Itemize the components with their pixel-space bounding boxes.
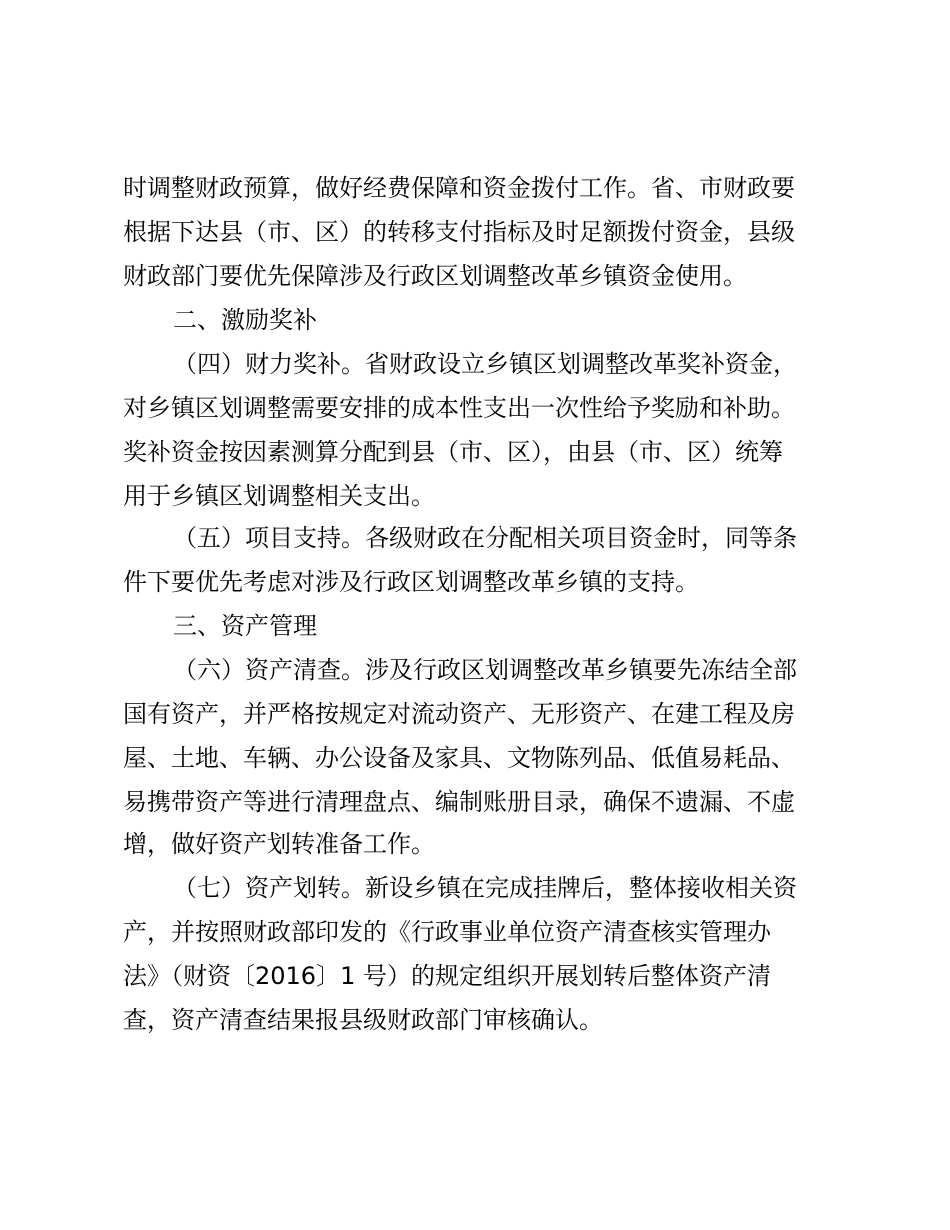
paragraph-line: （七）资产划转。新设乡镇在完成挂牌后，整体接收相关资	[173, 874, 797, 902]
paragraph-line: 对乡镇区划调整需要安排的成本性支出一次性给予奖励和补助。	[123, 394, 795, 422]
paragraph-line: 国有资产，并严格按规定对流动资产、无形资产、在建工程及房	[123, 700, 795, 728]
paragraph-line: 用于乡镇区划调整相关支出。	[123, 482, 435, 510]
paragraph-line: 查，资产清查结果报县级财政部门审核确认。	[123, 1006, 603, 1034]
paragraph-line: 增，做好资产划转准备工作。	[123, 830, 435, 858]
section-heading: 二、激励奖补	[173, 306, 317, 334]
paragraph-line: 法》（财资〔2016〕1 号）的规定组织开展划转后整体资产清	[123, 962, 771, 990]
paragraph-line: 易携带资产等进行清理盘点、编制账册目录，确保不遗漏、不虚	[123, 788, 795, 816]
paragraph-line: 屋、土地、车辆、办公设备及家具、文物陈列品、低值易耗品、	[123, 744, 795, 772]
paragraph-line: （六）资产清查。涉及行政区划调整改革乡镇要先冻结全部	[173, 656, 797, 684]
paragraph-line: （四）财力奖补。省财政设立乡镇区划调整改革奖补资金，	[173, 350, 797, 378]
paragraph-line: 奖补资金按因素测算分配到县（市、区），由县（市、区）统筹	[123, 438, 783, 466]
section-heading: 三、资产管理	[173, 612, 317, 640]
paragraph-line: 时调整财政预算，做好经费保障和资金拨付工作。省、市财政要	[123, 174, 795, 202]
paragraph-line: 财政部门要优先保障涉及行政区划调整改革乡镇资金使用。	[123, 262, 747, 290]
paragraph-line: 产，并按照财政部印发的《行政事业单位资产清查核实管理办	[123, 918, 771, 946]
paragraph-line: （五）项目支持。各级财政在分配相关项目资金时，同等条	[173, 524, 797, 552]
paragraph-line: 根据下达县（市、区）的转移支付指标及时足额拨付资金，县级	[123, 218, 795, 246]
paragraph-line: 件下要优先考虑对涉及行政区划调整改革乡镇的支持。	[123, 568, 699, 596]
